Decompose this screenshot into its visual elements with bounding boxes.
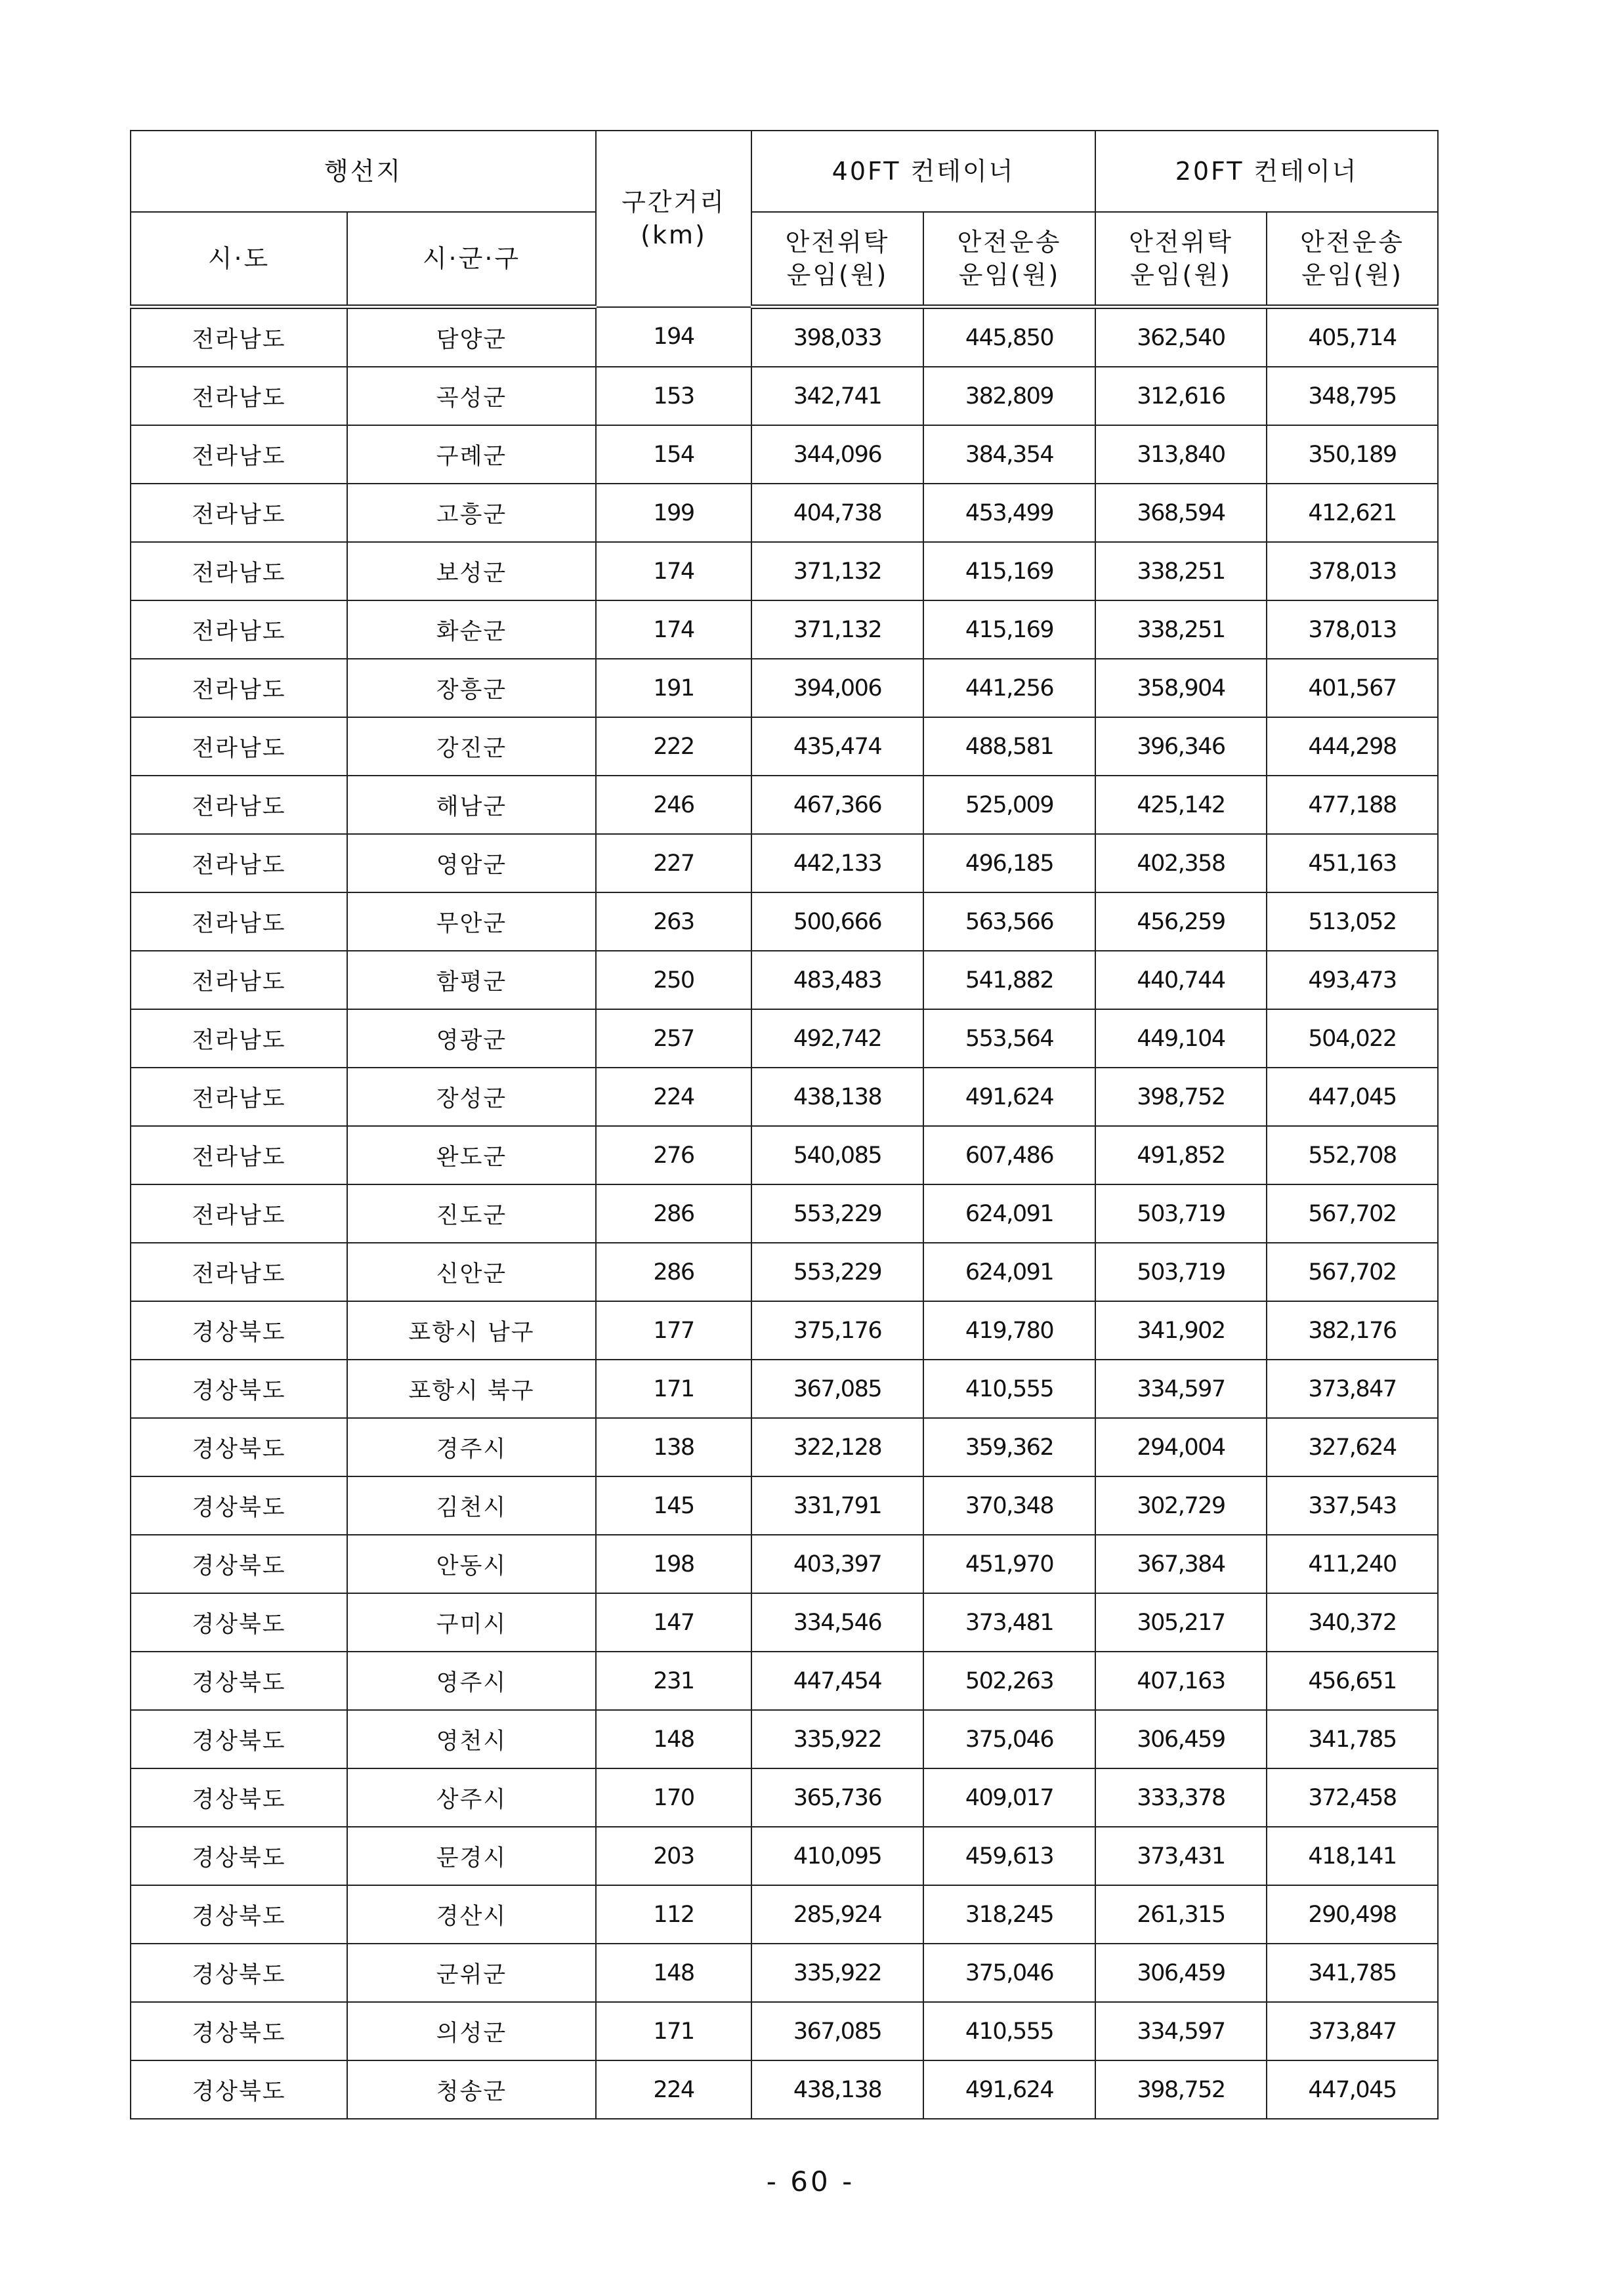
header-40ft-container: 40FT 컨테이너: [751, 131, 1095, 212]
table-row: [131, 951, 1438, 1009]
cell-20ft-consign: 334,597: [1095, 1360, 1267, 1418]
cell-40ft-transport: 409,017: [923, 1768, 1095, 1827]
cell-20ft-transport: 451,163: [1267, 834, 1438, 892]
cell-40ft-transport: 488,581: [923, 717, 1095, 776]
cell-sigungu: 함평군: [347, 951, 596, 1009]
cell-20ft-transport: 373,847: [1267, 2002, 1438, 2060]
cell-40ft-consign: 438,138: [751, 1068, 923, 1126]
cell-20ft-consign: 294,004: [1095, 1418, 1267, 1476]
cell-sigungu: 고흥군: [347, 484, 596, 542]
table-row: [131, 1768, 1438, 1827]
cell-sigungu: 강진군: [347, 717, 596, 776]
cell-distance: 231: [596, 1652, 751, 1710]
cell-20ft-transport: 456,651: [1267, 1652, 1438, 1710]
cell-40ft-consign: 322,128: [751, 1418, 923, 1476]
cell-sido: 경상북도: [131, 1768, 347, 1827]
cell-distance: 263: [596, 892, 751, 951]
cell-distance: 177: [596, 1301, 751, 1360]
table-row: [131, 1476, 1438, 1535]
cell-20ft-consign: 306,459: [1095, 1710, 1267, 1768]
cell-sigungu: 김천시: [347, 1476, 596, 1535]
cell-40ft-consign: 285,924: [751, 1885, 923, 1944]
cell-sigungu: 문경시: [347, 1827, 596, 1885]
cell-40ft-consign: 367,085: [751, 1360, 923, 1418]
cell-40ft-consign: 483,483: [751, 951, 923, 1009]
cell-distance: 112: [596, 1885, 751, 1944]
cell-40ft-consign: 410,095: [751, 1827, 923, 1885]
cell-sido: 전라남도: [131, 600, 347, 659]
cell-40ft-consign: 375,176: [751, 1301, 923, 1360]
cell-20ft-consign: 440,744: [1095, 951, 1267, 1009]
cell-sigungu: 해남군: [347, 776, 596, 834]
cell-20ft-transport: 447,045: [1267, 1068, 1438, 1126]
header-40ft-transport-rate: 안전운송 운임(원): [923, 212, 1095, 307]
cell-20ft-consign: 491,852: [1095, 1126, 1267, 1184]
cell-distance: 174: [596, 600, 751, 659]
cell-sido: 경상북도: [131, 2060, 347, 2119]
cell-sigungu: 상주시: [347, 1768, 596, 1827]
cell-40ft-transport: 453,499: [923, 484, 1095, 542]
table-row: [131, 1068, 1438, 1126]
table-row: [131, 1710, 1438, 1768]
cell-40ft-consign: 500,666: [751, 892, 923, 951]
cell-20ft-consign: 398,752: [1095, 1068, 1267, 1126]
table-row: [131, 1593, 1438, 1652]
cell-40ft-consign: 467,366: [751, 776, 923, 834]
cell-40ft-consign: 342,741: [751, 367, 923, 425]
cell-distance: 224: [596, 2060, 751, 2119]
cell-distance: 138: [596, 1418, 751, 1476]
table-row: [131, 484, 1438, 542]
table-row: [131, 2002, 1438, 2060]
cell-sido: 전라남도: [131, 834, 347, 892]
cell-distance: 147: [596, 1593, 751, 1652]
cell-20ft-transport: 405,714: [1267, 307, 1438, 367]
cell-40ft-transport: 624,091: [923, 1243, 1095, 1301]
header-20ft-consign-rate: 안전위탁 운임(원): [1095, 212, 1267, 307]
cell-40ft-consign: 335,922: [751, 1944, 923, 2002]
cell-distance: 154: [596, 425, 751, 484]
cell-distance: 171: [596, 2002, 751, 2060]
cell-40ft-consign: 435,474: [751, 717, 923, 776]
cell-20ft-transport: 477,188: [1267, 776, 1438, 834]
cell-distance: 148: [596, 1710, 751, 1768]
cell-20ft-transport: 290,498: [1267, 1885, 1438, 1944]
cell-40ft-transport: 415,169: [923, 542, 1095, 600]
cell-20ft-consign: 362,540: [1095, 307, 1267, 367]
cell-40ft-transport: 491,624: [923, 2060, 1095, 2119]
cell-40ft-consign: 335,922: [751, 1710, 923, 1768]
cell-20ft-transport: 412,621: [1267, 484, 1438, 542]
cell-40ft-consign: 553,229: [751, 1184, 923, 1243]
cell-distance: 171: [596, 1360, 751, 1418]
cell-20ft-consign: 407,163: [1095, 1652, 1267, 1710]
cell-40ft-transport: 441,256: [923, 659, 1095, 717]
table-row: [131, 1126, 1438, 1184]
cell-sido: 경상북도: [131, 1827, 347, 1885]
cell-sigungu: 포항시 북구: [347, 1360, 596, 1418]
cell-40ft-consign: 492,742: [751, 1009, 923, 1068]
header-40ft-consign-rate: 안전위탁 운임(원): [751, 212, 923, 307]
cell-sigungu: 군위군: [347, 1944, 596, 2002]
cell-sido: 전라남도: [131, 542, 347, 600]
cell-sigungu: 영주시: [347, 1652, 596, 1710]
cell-40ft-consign: 447,454: [751, 1652, 923, 1710]
cell-20ft-consign: 367,384: [1095, 1535, 1267, 1593]
cell-20ft-consign: 302,729: [1095, 1476, 1267, 1535]
cell-20ft-transport: 340,372: [1267, 1593, 1438, 1652]
cell-20ft-consign: 456,259: [1095, 892, 1267, 951]
cell-20ft-consign: 312,616: [1095, 367, 1267, 425]
cell-40ft-consign: 553,229: [751, 1243, 923, 1301]
cell-sigungu: 화순군: [347, 600, 596, 659]
cell-40ft-consign: 403,397: [751, 1535, 923, 1593]
cell-20ft-consign: 503,719: [1095, 1184, 1267, 1243]
page-number: - 60 -: [766, 2165, 855, 2198]
cell-distance: 224: [596, 1068, 751, 1126]
cell-sido: 전라남도: [131, 1243, 347, 1301]
cell-20ft-consign: 333,378: [1095, 1768, 1267, 1827]
cell-sido: 전라남도: [131, 951, 347, 1009]
cell-40ft-transport: 459,613: [923, 1827, 1095, 1885]
cell-distance: 148: [596, 1944, 751, 2002]
cell-sigungu: 장성군: [347, 1068, 596, 1126]
table-row: [131, 1184, 1438, 1243]
cell-40ft-transport: 553,564: [923, 1009, 1095, 1068]
cell-40ft-consign: 398,033: [751, 307, 923, 367]
table-row: [131, 1009, 1438, 1068]
cell-20ft-consign: 338,251: [1095, 600, 1267, 659]
cell-20ft-consign: 313,840: [1095, 425, 1267, 484]
cell-20ft-consign: 398,752: [1095, 2060, 1267, 2119]
cell-sido: 전라남도: [131, 659, 347, 717]
cell-sido: 전라남도: [131, 1068, 347, 1126]
cell-40ft-transport: 496,185: [923, 834, 1095, 892]
cell-40ft-transport: 410,555: [923, 2002, 1095, 2060]
cell-sigungu: 경주시: [347, 1418, 596, 1476]
table-row: [131, 1418, 1438, 1476]
cell-40ft-transport: 415,169: [923, 600, 1095, 659]
cell-20ft-transport: 418,141: [1267, 1827, 1438, 1885]
cell-distance: 286: [596, 1243, 751, 1301]
cell-20ft-transport: 337,543: [1267, 1476, 1438, 1535]
cell-20ft-consign: 425,142: [1095, 776, 1267, 834]
cell-sido: 경상북도: [131, 1593, 347, 1652]
cell-40ft-consign: 442,133: [751, 834, 923, 892]
cell-sigungu: 무안군: [347, 892, 596, 951]
header-sido: 시·도: [131, 212, 347, 307]
table-row: [131, 1652, 1438, 1710]
table-row: [131, 892, 1438, 951]
cell-sido: 전라남도: [131, 1126, 347, 1184]
cell-sido: 경상북도: [131, 1710, 347, 1768]
cell-distance: 153: [596, 367, 751, 425]
cell-sigungu: 영천시: [347, 1710, 596, 1768]
table-row: [131, 1827, 1438, 1885]
cell-sigungu: 구미시: [347, 1593, 596, 1652]
cell-distance: 145: [596, 1476, 751, 1535]
cell-distance: 257: [596, 1009, 751, 1068]
cell-sigungu: 장흥군: [347, 659, 596, 717]
cell-20ft-transport: 504,022: [1267, 1009, 1438, 1068]
cell-40ft-transport: 419,780: [923, 1301, 1095, 1360]
cell-sigungu: 포항시 남구: [347, 1301, 596, 1360]
cell-20ft-consign: 368,594: [1095, 484, 1267, 542]
cell-sigungu: 보성군: [347, 542, 596, 600]
header-20ft-transport-rate: 안전운송 운임(원): [1267, 212, 1438, 307]
cell-sido: 경상북도: [131, 1944, 347, 2002]
cell-sido: 경상북도: [131, 1301, 347, 1360]
cell-40ft-transport: 502,263: [923, 1652, 1095, 1710]
cell-20ft-consign: 396,346: [1095, 717, 1267, 776]
cell-sido: 전라남도: [131, 892, 347, 951]
cell-40ft-consign: 334,546: [751, 1593, 923, 1652]
cell-40ft-consign: 438,138: [751, 2060, 923, 2119]
cell-20ft-transport: 447,045: [1267, 2060, 1438, 2119]
cell-sido: 전라남도: [131, 484, 347, 542]
cell-sigungu: 진도군: [347, 1184, 596, 1243]
cell-sigungu: 곡성군: [347, 367, 596, 425]
table-row: [131, 1944, 1438, 2002]
cell-20ft-transport: 493,473: [1267, 951, 1438, 1009]
cell-20ft-consign: 341,902: [1095, 1301, 1267, 1360]
cell-distance: 276: [596, 1126, 751, 1184]
cell-20ft-transport: 411,240: [1267, 1535, 1438, 1593]
table-body: [131, 307, 1438, 2119]
freight-rate-table: [130, 130, 1439, 2119]
cell-40ft-transport: 384,354: [923, 425, 1095, 484]
table-row: [131, 1885, 1438, 1944]
cell-sido: 전라남도: [131, 307, 347, 367]
header-distance: 구간거리 (km): [596, 131, 751, 307]
cell-distance: 191: [596, 659, 751, 717]
cell-sido: 전라남도: [131, 776, 347, 834]
cell-40ft-transport: 624,091: [923, 1184, 1095, 1243]
cell-sigungu: 담양군: [347, 307, 596, 367]
cell-20ft-transport: 327,624: [1267, 1418, 1438, 1476]
cell-40ft-consign: 540,085: [751, 1126, 923, 1184]
cell-20ft-consign: 334,597: [1095, 2002, 1267, 2060]
cell-20ft-transport: 350,189: [1267, 425, 1438, 484]
table-row: [131, 1360, 1438, 1418]
cell-sigungu: 완도군: [347, 1126, 596, 1184]
table-row: [131, 1243, 1438, 1301]
cell-sigungu: 영암군: [347, 834, 596, 892]
cell-40ft-transport: 370,348: [923, 1476, 1095, 1535]
cell-20ft-transport: 373,847: [1267, 1360, 1438, 1418]
cell-distance: 227: [596, 834, 751, 892]
table-row: [131, 600, 1438, 659]
cell-sido: 경상북도: [131, 1535, 347, 1593]
cell-20ft-transport: 348,795: [1267, 367, 1438, 425]
cell-40ft-transport: 359,362: [923, 1418, 1095, 1476]
cell-sigungu: 경산시: [347, 1885, 596, 1944]
cell-20ft-consign: 261,315: [1095, 1885, 1267, 1944]
cell-40ft-transport: 541,882: [923, 951, 1095, 1009]
cell-40ft-transport: 375,046: [923, 1710, 1095, 1768]
cell-40ft-transport: 525,009: [923, 776, 1095, 834]
table-row: [131, 717, 1438, 776]
cell-sigungu: 의성군: [347, 2002, 596, 2060]
cell-distance: 203: [596, 1827, 751, 1885]
cell-40ft-transport: 445,850: [923, 307, 1095, 367]
cell-20ft-transport: 444,298: [1267, 717, 1438, 776]
cell-sido: 전라남도: [131, 1009, 347, 1068]
cell-20ft-transport: 378,013: [1267, 542, 1438, 600]
cell-sido: 전라남도: [131, 717, 347, 776]
cell-sido: 전라남도: [131, 367, 347, 425]
cell-40ft-transport: 373,481: [923, 1593, 1095, 1652]
cell-20ft-transport: 567,702: [1267, 1184, 1438, 1243]
cell-sido: 전라남도: [131, 1184, 347, 1243]
cell-40ft-consign: 331,791: [751, 1476, 923, 1535]
cell-40ft-consign: 371,132: [751, 600, 923, 659]
cell-40ft-transport: 563,566: [923, 892, 1095, 951]
cell-40ft-consign: 367,085: [751, 2002, 923, 2060]
cell-sido: 경상북도: [131, 2002, 347, 2060]
cell-sido: 경상북도: [131, 1360, 347, 1418]
cell-20ft-consign: 305,217: [1095, 1593, 1267, 1652]
cell-20ft-consign: 373,431: [1095, 1827, 1267, 1885]
cell-sido: 경상북도: [131, 1418, 347, 1476]
cell-40ft-transport: 410,555: [923, 1360, 1095, 1418]
table-row: [131, 834, 1438, 892]
cell-20ft-consign: 449,104: [1095, 1009, 1267, 1068]
cell-40ft-transport: 491,624: [923, 1068, 1095, 1126]
cell-40ft-transport: 607,486: [923, 1126, 1095, 1184]
cell-20ft-transport: 567,702: [1267, 1243, 1438, 1301]
table-row: [131, 1301, 1438, 1360]
cell-distance: 170: [596, 1768, 751, 1827]
cell-distance: 250: [596, 951, 751, 1009]
cell-sigungu: 청송군: [347, 2060, 596, 2119]
table-row: [131, 1535, 1438, 1593]
cell-20ft-transport: 401,567: [1267, 659, 1438, 717]
cell-40ft-consign: 394,006: [751, 659, 923, 717]
cell-sigungu: 안동시: [347, 1535, 596, 1593]
cell-distance: 246: [596, 776, 751, 834]
table-row: [131, 367, 1438, 425]
cell-sigungu: 구례군: [347, 425, 596, 484]
table-row: [131, 659, 1438, 717]
cell-sigungu: 영광군: [347, 1009, 596, 1068]
cell-sido: 전라남도: [131, 425, 347, 484]
cell-sigungu: 신안군: [347, 1243, 596, 1301]
cell-20ft-transport: 513,052: [1267, 892, 1438, 951]
cell-sido: 경상북도: [131, 1652, 347, 1710]
cell-20ft-transport: 341,785: [1267, 1944, 1438, 2002]
cell-distance: 174: [596, 542, 751, 600]
cell-40ft-transport: 318,245: [923, 1885, 1095, 1944]
table-row: [131, 542, 1438, 600]
cell-20ft-transport: 552,708: [1267, 1126, 1438, 1184]
cell-distance: 199: [596, 484, 751, 542]
cell-20ft-consign: 338,251: [1095, 542, 1267, 600]
cell-20ft-transport: 372,458: [1267, 1768, 1438, 1827]
cell-40ft-transport: 382,809: [923, 367, 1095, 425]
cell-40ft-consign: 371,132: [751, 542, 923, 600]
cell-distance: 222: [596, 717, 751, 776]
cell-40ft-consign: 404,738: [751, 484, 923, 542]
table-row: [131, 307, 1438, 367]
cell-20ft-transport: 378,013: [1267, 600, 1438, 659]
cell-40ft-consign: 365,736: [751, 1768, 923, 1827]
header-sigungu: 시·군·구: [347, 212, 596, 307]
header-20ft-container: 20FT 컨테이너: [1095, 131, 1438, 212]
table-row: [131, 2060, 1438, 2119]
cell-20ft-consign: 503,719: [1095, 1243, 1267, 1301]
cell-distance: 194: [596, 307, 751, 367]
cell-sido: 경상북도: [131, 1885, 347, 1944]
table-row: [131, 425, 1438, 484]
cell-20ft-consign: 306,459: [1095, 1944, 1267, 2002]
cell-20ft-transport: 382,176: [1267, 1301, 1438, 1360]
cell-20ft-transport: 341,785: [1267, 1710, 1438, 1768]
cell-20ft-consign: 358,904: [1095, 659, 1267, 717]
table-row: [131, 776, 1438, 834]
cell-distance: 286: [596, 1184, 751, 1243]
cell-20ft-consign: 402,358: [1095, 834, 1267, 892]
cell-40ft-consign: 344,096: [751, 425, 923, 484]
cell-40ft-transport: 375,046: [923, 1944, 1095, 2002]
cell-40ft-transport: 451,970: [923, 1535, 1095, 1593]
cell-sido: 경상북도: [131, 1476, 347, 1535]
cell-distance: 198: [596, 1535, 751, 1593]
header-destination: 행선지: [131, 131, 596, 212]
